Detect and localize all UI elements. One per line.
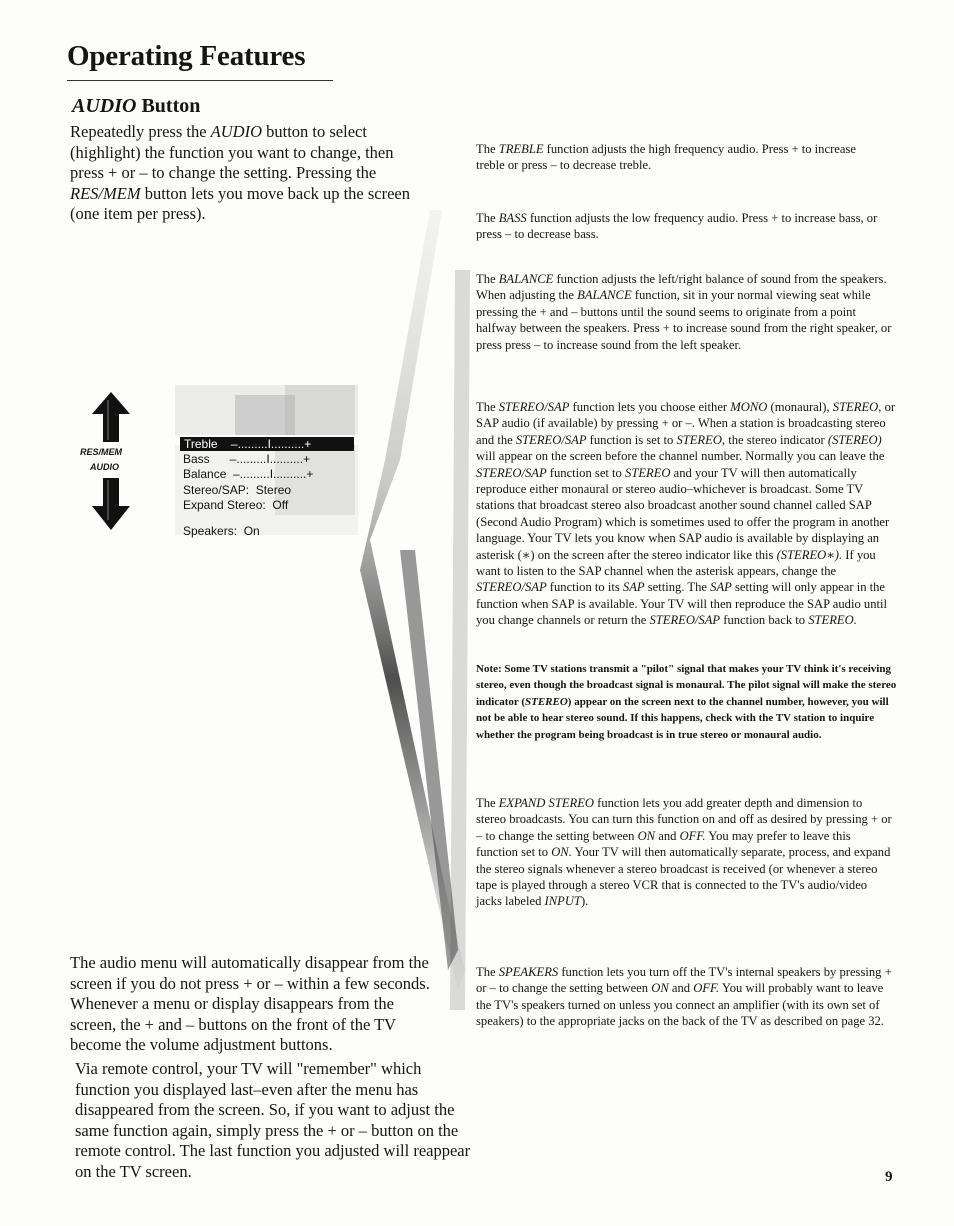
audio-osd-menu xyxy=(175,385,358,540)
text-segment: STEREO, xyxy=(676,432,726,447)
text-segment: ON. xyxy=(551,845,572,860)
text-segment: ). xyxy=(580,894,589,909)
text-segment: (STEREO) xyxy=(827,432,882,447)
text-segment: OFF. xyxy=(693,981,720,996)
text-segment: SAP xyxy=(622,580,645,595)
page-number: 9 xyxy=(885,1169,893,1185)
section-heading-rest: Button xyxy=(136,95,201,117)
text-segment: function adjusts the high frequency audio. Press + to increase treble or press – to decrease treble. xyxy=(476,142,856,173)
text-segment: EXPAND STEREO xyxy=(498,796,594,810)
text-segment: The audio menu will automatically disappear from the screen if you do not press + or – within a few seconds. Whenever a menu or display disappears from the screen, the + and – buttons on the front of the TV become the volume adjustment buttons. xyxy=(70,953,430,1054)
text-segment: RES/MEM xyxy=(70,183,141,203)
text-segment: Via remote control, your TV will "remember" which function you displayed last–even after the menu has disappeared from the screen. So, if you want to adjust the same function again, simply press the + or – button on the remote control. The last function you adjusted will reappear on the TV screen. xyxy=(75,1059,471,1181)
text-segment: function back to xyxy=(720,613,809,628)
balance-paragraph xyxy=(476,271,894,353)
text-segment: You may prefer to leave this function set to xyxy=(476,828,851,860)
text-segment: STEREO/SAP xyxy=(498,400,570,414)
title-underline xyxy=(67,80,333,81)
osd-row-speakers: Speakers: On xyxy=(183,524,260,538)
text-segment: STEREO/SAP xyxy=(476,465,547,480)
text-segment: STEREO/SAP xyxy=(649,613,721,628)
osd-row-treble: Treble –.........I..........+ xyxy=(180,437,354,451)
text-segment: ) appear on the screen next to the channel number, however, you will not be able to hear stereo sound. If this happens, check with the TV station to inquire whether the program being broadcast is in true stereo or monaural audio. xyxy=(476,695,889,741)
arrow-up-icon xyxy=(88,392,134,444)
text-segment: function lets you turn off the TV's internal speakers by pressing + or – to change the setting between xyxy=(476,965,892,996)
section-heading-italic: AUDIO xyxy=(72,95,137,117)
text-segment: The xyxy=(476,796,499,810)
text-segment: ON xyxy=(651,981,669,996)
text-segment: , or SAP audio (if available) by pressing + or –. When a station is broadcasting stereo and the xyxy=(476,400,896,447)
text-segment: The xyxy=(476,142,499,156)
text-segment: Note: Some TV stations transmit a "pilot" signal that makes your TV think it's receiving stereo, even though the broadcast signal is monaural. The pilot signal will make the stereo indicator ( xyxy=(476,663,897,708)
text-segment: The xyxy=(476,211,499,225)
audio-label: AUDIO xyxy=(90,462,119,472)
text-segment: BALANCE xyxy=(577,288,632,303)
text-segment: ON xyxy=(637,828,656,843)
resmem-label: RES/MEM xyxy=(80,447,123,457)
text-segment: and xyxy=(655,828,680,843)
text-segment: Repeatedly press the xyxy=(70,122,211,141)
text-segment: STEREO/SAP xyxy=(515,432,587,447)
page-title: Operating Features xyxy=(67,40,306,72)
text-segment: button lets you move back up the screen (one item per press). xyxy=(70,183,410,223)
text-segment: function lets you add greater depth and dimension to stereo broadcasts. You can turn this function on and off as desired by pressing + or – to change the setting between xyxy=(476,796,892,843)
text-segment: function to its xyxy=(546,580,623,595)
osd-row-stereo-sap: Stereo/SAP: Stereo xyxy=(183,483,292,497)
text-segment: function adjusts the left/right balance of sound from the speakers. When adjusting the xyxy=(476,272,887,303)
text-segment: AUDIO xyxy=(210,122,262,141)
text-segment: the stereo indicator xyxy=(725,432,828,447)
text-segment: function set to xyxy=(546,465,626,480)
text-segment: MONO xyxy=(730,400,768,414)
stereo-sap-paragraph xyxy=(476,399,900,629)
text-segment: function lets you choose either xyxy=(569,400,731,414)
text-segment: The xyxy=(476,400,499,414)
text-segment: (STEREO∗). xyxy=(776,547,843,562)
text-segment: and your TV will then automatically reproduce either monaural or stereo audio–whichever is broadcast. Some TV stations that broadcast stereo also broadcast another sound channel called SAP (Second Audio Program) which is sometimes used to offer the program in another language. Your TV lets you know when SAP audio is available by displaying an asterisk (∗) on the screen after the stereo indicator like this xyxy=(476,465,890,562)
text-segment: function adjusts the low frequency audio. Press + to increase bass, or press – to decrease bass. xyxy=(476,211,878,242)
arrow-down-icon xyxy=(88,478,134,530)
text-segment: will appear on the screen before the channel number. Normally you can leave the xyxy=(476,449,885,464)
text-segment: STEREO xyxy=(832,400,879,414)
text-segment: SAP xyxy=(710,580,732,595)
intro-paragraph xyxy=(70,122,426,225)
text-segment: INPUT xyxy=(544,894,581,909)
remember-paragraph xyxy=(75,1059,475,1182)
text-segment: BASS xyxy=(498,211,527,225)
text-segment: and xyxy=(668,981,694,996)
text-segment: STEREO xyxy=(625,465,671,480)
text-segment: The xyxy=(476,272,499,286)
speakers-paragraph xyxy=(476,964,896,1030)
osd-row-bass: Bass –.........I..........+ xyxy=(183,452,311,466)
text-segment: OFF. xyxy=(679,828,706,843)
text-segment: Your TV will then automatically separate, process, and expand the stereo signals whenever a stereo broadcast is received (or whenever a stereo tape is played through a stereo VCR that is connected to the TV's audio/video jacks labeled xyxy=(476,845,891,909)
section-heading xyxy=(72,95,200,118)
text-segment: STEREO. xyxy=(808,613,857,628)
bass-paragraph xyxy=(476,210,886,243)
text-segment: button to select (highlight) the function you want to change, then press + or – to change the setting. Pressing the xyxy=(70,122,394,182)
text-segment: function is set to xyxy=(586,432,677,447)
text-segment: SPEAKERS xyxy=(498,965,559,979)
text-segment: function, sit in your normal viewing seat while pressing the + and – buttons until the sound seems to originate from a point halfway between the speakers. Press + to increase sound from the right speaker, or press press – to increase sound from the left speaker. xyxy=(476,288,892,352)
pilot-signal-note xyxy=(476,661,898,743)
text-segment: (monaural), xyxy=(767,400,833,414)
text-segment: setting will only appear in the function when SAP is available. Your TV will then reproduce the SAP audio until you change channels or return the xyxy=(476,580,888,628)
text-segment: STEREO xyxy=(525,695,568,708)
text-segment: setting. The xyxy=(644,580,711,595)
text-segment: STEREO/SAP xyxy=(476,580,547,595)
text-segment: You will probably want to leave the TV's speakers turned on unless you connect an amplifier (with its own set of speakers) to the appropriate jacks on the back of the TV as described on page 32. xyxy=(476,981,884,1029)
disappear-paragraph xyxy=(70,953,432,1056)
text-segment: TREBLE xyxy=(498,142,544,156)
text-segment: If you want to listen to the SAP channel when the asterisk appears, change the xyxy=(476,547,876,579)
treble-paragraph xyxy=(476,141,876,174)
osd-row-expand-stereo: Expand Stereo: Off xyxy=(183,498,289,512)
text-segment: The xyxy=(476,965,499,979)
expand-stereo-paragraph xyxy=(476,795,894,910)
text-segment: BALANCE xyxy=(498,272,554,286)
osd-row-balance: Balance –.........I..........+ xyxy=(183,467,314,481)
